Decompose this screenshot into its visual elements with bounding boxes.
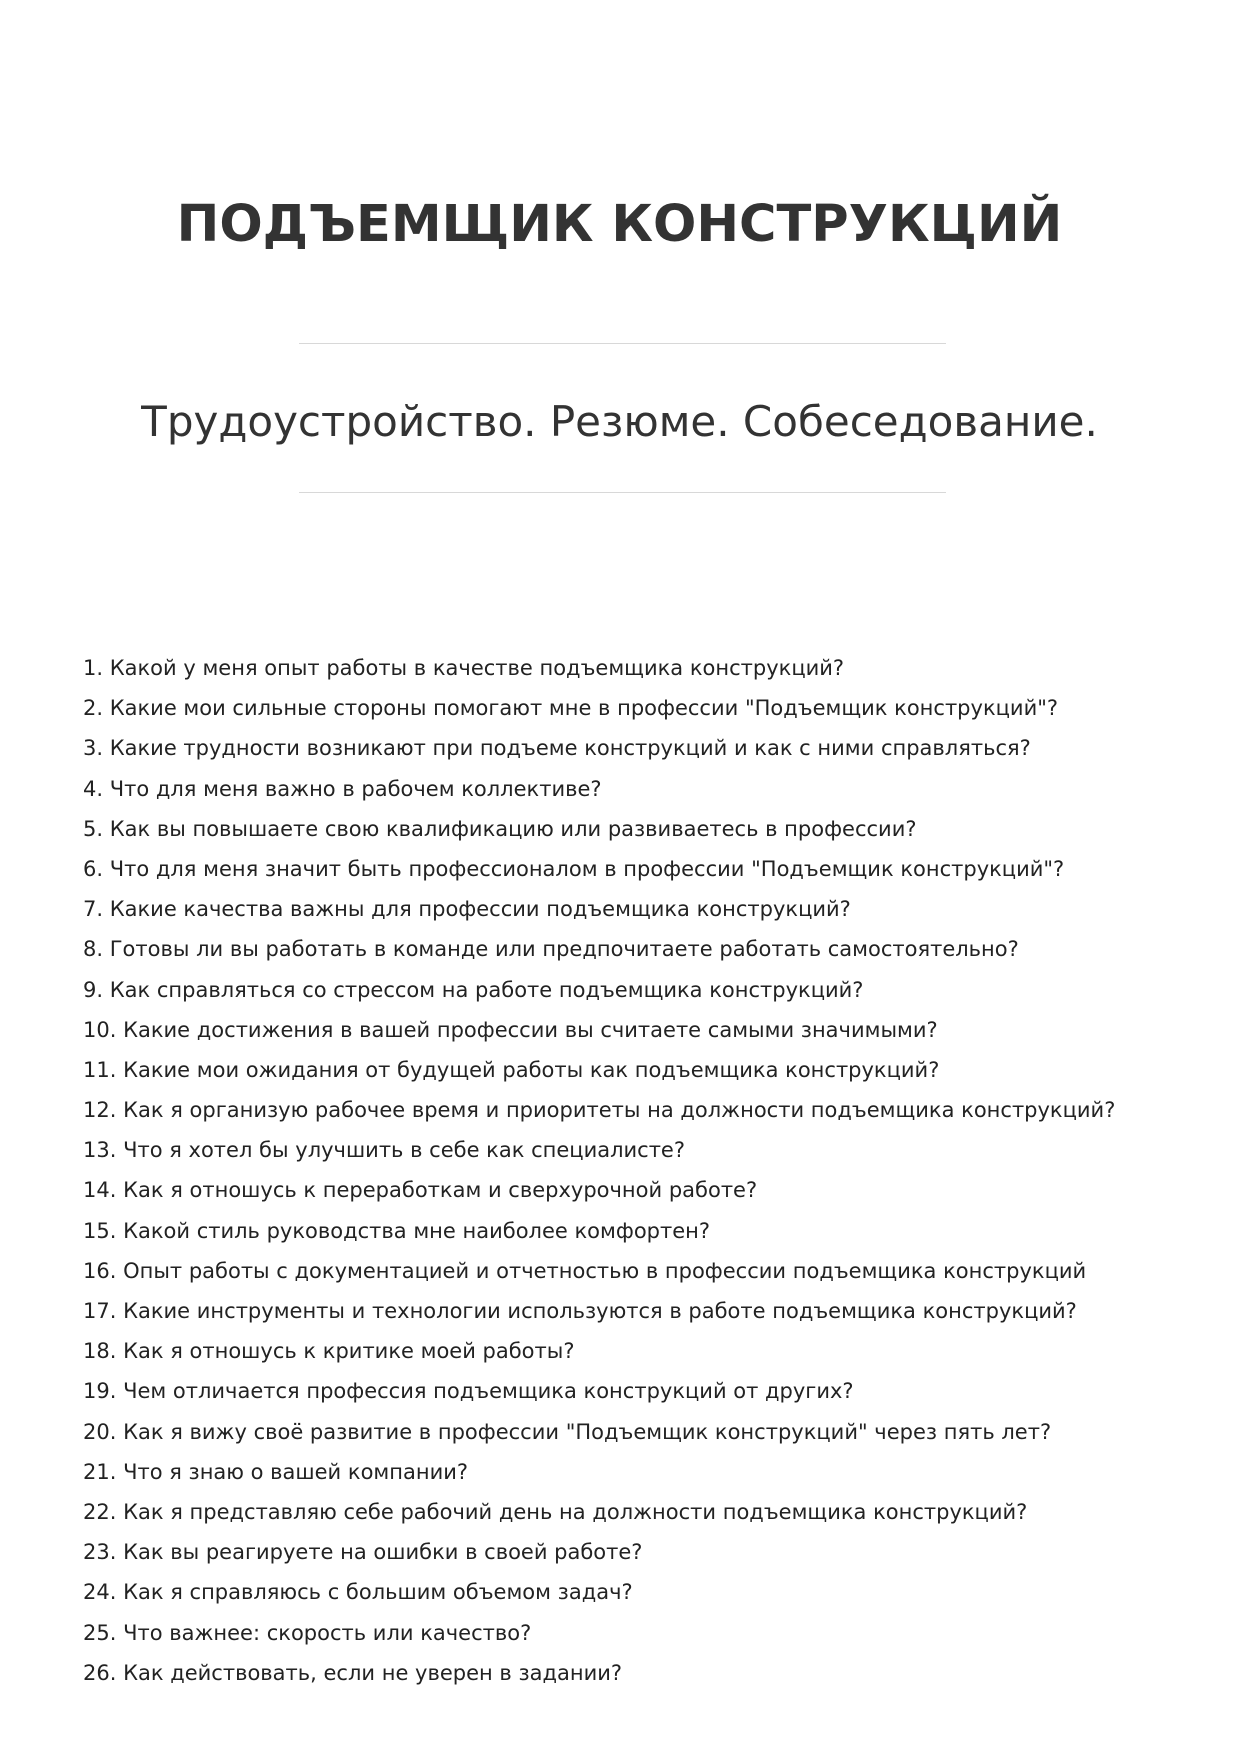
question-item: 16. Опыт работы с документацией и отчетностью в профессии подъемщика конструкций [83,1258,1087,1283]
question-item: 1. Какой у меня опыт работы в качестве подъемщика конструкций? [83,656,845,680]
page-subtitle: Трудоустройство. Резюме. Собеседование. [141,397,1098,446]
question-item: 11. Какие мои ожидания от будущей работы как подъемщика конструкций? [83,1057,940,1082]
question-item: 6. Что для меня значит быть профессионалом в профессии "Подъемщик конструкций"? [83,856,1065,881]
question-item: 4. Что для меня важно в рабочем коллективе? [83,776,602,801]
question-item: 14. Как я отношусь к переработкам и сверхурочной работе? [83,1178,758,1203]
page-title: ПОДЪЕМЩИК КОНСТРУКЦИЙ [176,195,1063,254]
question-item: 5. Как вы повышаете свою квалификацию или развиваетесь в профессии? [83,816,917,841]
top-divider [299,343,946,344]
question-item: 17. Какие инструменты и технологии используются в работе подъемщика конструкций? [83,1299,1077,1323]
question-item: 20. Как я вижу своё развитие в профессии "Подъемщик конструкций" через пять лет? [83,1419,1052,1444]
question-item: 10. Какие достижения в вашей профессии вы считаете самыми значимыми? [83,1017,938,1042]
question-item: 8. Готовы ли вы работать в команде или предпочитаете работать самостоятельно? [83,937,1019,962]
question-item: 3. Какие трудности возникают при подъеме конструкций и как с ними справляться? [83,736,1031,761]
questions-list [83,648,1203,1693]
question-item: 25. Что важнее: скорость или качество? [83,1620,532,1645]
question-item: 7. Какие качества важны для профессии подъемщика конструкций? [83,897,851,922]
question-item: 2. Какие мои сильные стороны помогают мне в профессии "Подъемщик конструкций"? [83,696,1059,721]
question-item: 22. Как я представляю себе рабочий день на должности подъемщика конструкций? [83,1499,1028,1524]
question-item: 26. Как действовать, если не уверен в задании? [83,1660,623,1685]
question-item: 18. Как я отношусь к критике моей работы? [83,1339,575,1364]
question-item: 23. Как вы реагируете на ошибки в своей работе? [83,1540,643,1565]
question-item: 13. Что я хотел бы улучшить в себе как специалисте? [83,1138,685,1163]
bottom-divider [299,492,946,493]
question-item: 15. Какой стиль руководства мне наиболее комфортен? [83,1218,711,1243]
question-item: 21. Что я знаю о вашей компании? [83,1459,469,1484]
question-item: 12. Как я организую рабочее время и приоритеты на должности подъемщика конструкций? [83,1098,1116,1123]
question-item: 19. Чем отличается профессия подъемщика конструкций от других? [83,1379,854,1404]
question-item: 24. Как я справляюсь с большим объемом задач? [83,1580,633,1605]
question-item: 9. Как справляться со стрессом на работе подъемщика конструкций? [83,977,864,1002]
